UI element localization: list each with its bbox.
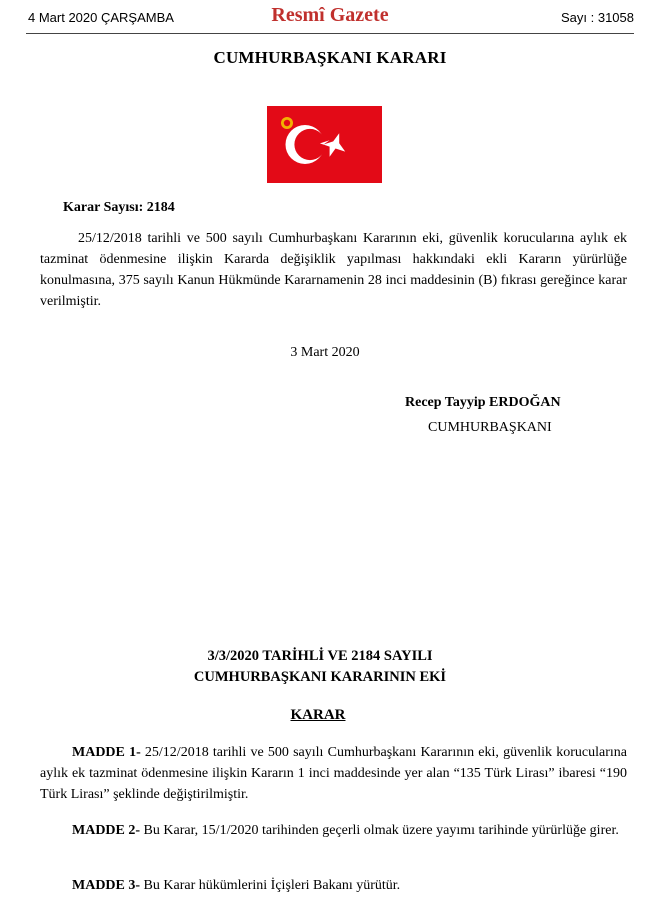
decision-date: 3 Mart 2020 — [290, 345, 360, 360]
gazette-title: Resmî Gazete — [271, 4, 389, 26]
turkish-flag-icon — [267, 106, 382, 183]
karar-heading: KARAR — [290, 707, 346, 723]
article-1 — [40, 742, 627, 805]
article-3 — [40, 875, 627, 896]
header-divider — [26, 33, 634, 34]
article-2-text: Bu Karar, 15/1/2020 tarihinden geçerli olmak üzere yayımı tarihinde yürürlüğe girer. — [140, 823, 619, 838]
article-2-label: MADDE 2- — [72, 823, 141, 838]
article-3-text: Bu Karar hükümlerini İçişleri Bakanı yürütür. — [140, 878, 401, 893]
gazette-header — [0, 0, 660, 34]
article-3-label: MADDE 3- — [72, 878, 141, 893]
signatory-title: CUMHURBAŞKANI — [428, 420, 552, 435]
document-title: CUMHURBAŞKANI KARARI — [213, 48, 447, 67]
article-1-label: MADDE 1- — [72, 745, 141, 760]
header-date: 4 Mart 2020 ÇARŞAMBA — [28, 10, 174, 25]
decision-body-paragraph: 25/12/2018 tarihli ve 500 sayılı Cumhurbaşkanı Kararının eki, güvenlik korucularına aylık ek tazminat ödenmesine ilişkin Kararda değişiklik yapılması hakkındaki ekli Kararın yürürlüğe konulmasına, 375 sayılı Kanun Hükmünde Kararnamenin 28 inci maddesinin (B) fıkrası gereğince karar verilmiştir. — [40, 231, 627, 309]
article-1-text: 25/12/2018 tarihli ve 500 sayılı Cumhurbaşkanı Kararının eki, güvenlik korucularına aylık ek tazminat ödenmesine ilişkin Kararın 1 inci maddesinde yer alan “135 Türk Lirası” ibaresi “190 Türk Lirası” şeklinde değiştirilmiştir. — [40, 745, 627, 802]
annex-title-line-2: CUMHURBAŞKANI KARARININ EKİ — [193, 669, 447, 685]
annex-title — [0, 646, 640, 688]
article-2 — [40, 820, 627, 841]
issue-number: Sayı : 31058 — [561, 10, 634, 25]
annex-title-line-1: 3/3/2020 TARİHLİ VE 2184 SAYILI — [207, 648, 433, 664]
decision-number: Karar Sayısı: 2184 — [63, 200, 175, 215]
signatory-name: Recep Tayyip ERDOĞAN — [405, 395, 561, 410]
